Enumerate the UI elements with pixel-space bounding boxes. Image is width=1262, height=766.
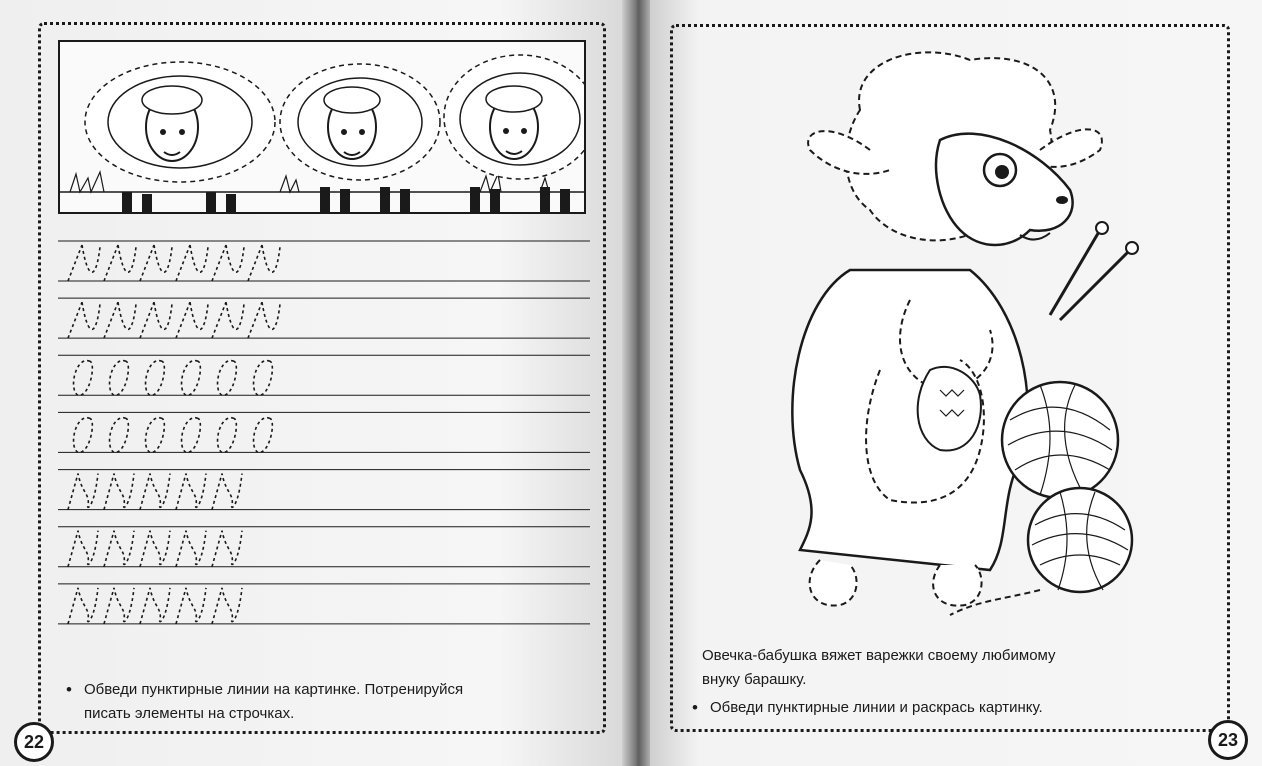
grandma-sheep-picture (740, 40, 1160, 630)
dotted-element-loop-stroke (104, 245, 136, 281)
yarn-ball-1 (1002, 382, 1118, 498)
page-number-right: 23 (1208, 720, 1248, 760)
left-instructions (62, 678, 602, 726)
dotted-element-hook-with-loop (176, 531, 206, 567)
dotted-element-oval (110, 418, 129, 453)
dotted-element-hook-with-loop (212, 588, 242, 624)
book-spine (622, 0, 652, 766)
dotted-element-loop-stroke (140, 302, 172, 338)
yarn-ball-2 (1028, 488, 1132, 592)
sheep-3 (444, 55, 584, 212)
dotted-element-oval (218, 418, 237, 453)
dotted-element-hook-with-loop (140, 531, 170, 567)
dotted-element-loop-stroke (248, 302, 280, 338)
page-number-left: 22 (14, 722, 54, 762)
instruction-line-right: • Обведи пунктирные линии и раскрась картинку. (688, 696, 1208, 720)
dotted-element-oval (254, 418, 273, 453)
dotted-element-loop-stroke (68, 245, 100, 281)
dotted-element-oval (146, 361, 165, 396)
right-text (688, 644, 1208, 720)
description-line-2: внуку барашку. (702, 671, 807, 688)
description-line-1: Овечка-бабушка вяжет варежки своему любимому (702, 647, 1056, 664)
dotted-element-hook-with-loop (140, 588, 170, 624)
dotted-element-hook-with-loop (68, 474, 98, 510)
dotted-element-oval (218, 361, 237, 396)
dotted-element-hook-with-loop (176, 474, 206, 510)
dotted-element-oval (110, 361, 129, 396)
dotted-element-loop-stroke (176, 245, 208, 281)
dotted-element-loop-stroke (176, 302, 208, 338)
handwriting-practice-lines (58, 235, 590, 635)
sheep-picture (58, 40, 586, 214)
dotted-element-oval (182, 418, 201, 453)
instruction-line-2: писать элементы на строчках. (84, 705, 295, 722)
sheep-1 (85, 62, 275, 212)
dotted-element-oval (74, 361, 93, 396)
dotted-element-hook-with-loop (212, 531, 242, 567)
sheep-2 (280, 64, 440, 212)
dotted-element-hook-with-loop (104, 588, 134, 624)
dotted-element-oval (182, 361, 201, 396)
dotted-element-hook-with-loop (212, 474, 242, 510)
right-page (650, 0, 1262, 766)
dotted-element-loop-stroke (212, 302, 244, 338)
dotted-element-hook-with-loop (104, 531, 134, 567)
dotted-element-loop-stroke (68, 302, 100, 338)
dotted-element-hook-with-loop (140, 474, 170, 510)
instruction-line-1: • Обведи пунктирные линии на картинке. Потренируйся (62, 678, 602, 702)
dotted-element-oval (146, 418, 165, 453)
dotted-element-oval (254, 361, 273, 396)
dotted-element-hook-with-loop (104, 474, 134, 510)
dotted-element-loop-stroke (104, 302, 136, 338)
dotted-element-hook-with-loop (68, 531, 98, 567)
dotted-element-hook-with-loop (176, 588, 206, 624)
dotted-element-hook-with-loop (68, 588, 98, 624)
dotted-element-loop-stroke (248, 245, 280, 281)
dotted-element-loop-stroke (212, 245, 244, 281)
dotted-element-loop-stroke (140, 245, 172, 281)
left-page (0, 0, 624, 766)
dotted-element-oval (74, 418, 93, 453)
